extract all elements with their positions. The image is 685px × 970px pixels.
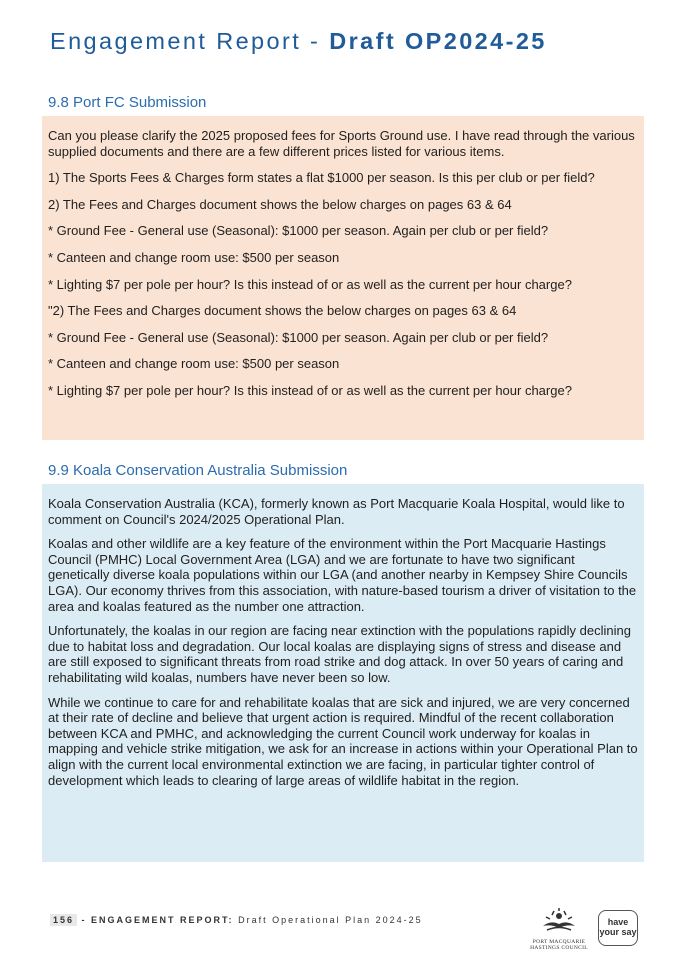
paragraph: Koalas and other wildlife are a key feature of the environment within the Port Macquarie Hastings Council (PMHC) Local Government Area (LGA) and we are fortunate to have two significant genetically diverse koala populations within our LGA (and another nearby in Kempsey Shire Councils LGA). Our economy thrives from this association, with nature-based tourism a driver of visitation to the area and koalas featured as the number one attraction.	[48, 536, 637, 614]
badge-line2: your say	[599, 927, 637, 937]
page-number: 156	[50, 914, 77, 926]
council-logo-icon	[539, 908, 579, 934]
paragraph: While we continue to care for and rehabilitate koalas that are sick and injured, we are very concerned at their rate of decline and believe that urgent action is required. Mindful of the recent collaboration between KCA and PMHC, and acknowledging the current Council work underway for koalas in mapping and vehicle strike mitigation, we ask for an increase in actions within your Operational Plan to align with the current local environmental extinction we are facing, in particular tighter control of development which leads to clearing of large areas of wildlife habitat in the region.	[48, 694, 638, 788]
submission-box-koala	[42, 484, 644, 862]
paragraph: Koala Conservation Australia (KCA), formerly known as Port Macquarie Koala Hospital, would like to comment on Council's 2024/2025 Operational Plan.	[48, 496, 625, 527]
section-heading-port-fc: 9.8 Port FC Submission	[48, 94, 207, 111]
paragraph: 1) The Sports Fees & Charges form states a flat $1000 per season. Is this per club or per field?	[48, 170, 595, 186]
paragraph: * Lighting $7 per pole per hour? Is this instead of or as well as the current per hour charge?	[48, 276, 572, 292]
page-title	[50, 28, 547, 55]
badge-line1: have	[607, 917, 629, 927]
section-heading-koala: 9.9 Koala Conservation Australia Submission	[48, 462, 348, 479]
footer-label-caps: - ENGAGEMENT REPORT:	[81, 915, 234, 925]
page-footer	[50, 915, 423, 925]
paragraph: "2) The Fees and Charges document shows the below charges on pages 63 & 64	[48, 303, 517, 319]
paragraph: * Canteen and change room use: $500 per season	[48, 249, 340, 265]
paragraph: Can you please clarify the 2025 proposed fees for Sports Ground use. I have read through the various supplied documents and there are a few different prices listed for various items.	[48, 128, 635, 159]
council-logo	[530, 908, 588, 951]
paragraph: * Canteen and change room use: $500 per season	[48, 356, 340, 372]
page-title-bold: Draft OP2024-25	[329, 28, 547, 54]
submission-box-port-fc	[42, 116, 644, 440]
have-your-say-badge	[598, 910, 638, 946]
paragraph: * Ground Fee - General use (Seasonal): $1000 per season. Again per club or per field?	[48, 329, 549, 345]
logo-text-line1: PORT MACQUARIE	[532, 939, 586, 945]
page-title-prefix: Engagement Report -	[50, 28, 330, 54]
paragraph: 2) The Fees and Charges document shows the below charges on pages 63 & 64	[48, 196, 512, 212]
paragraph: Unfortunately, the koalas in our region are facing near extinction with the populations rapidly declining due to habitat loss and degradation. Our local koalas are displaying signs of stress and disease and are still exposed to significant threats from road strike and dog attack. In over 50 years of caring and rehabilitating wild koalas, numbers have never been so low.	[48, 623, 631, 685]
logo-text-line2: HASTINGS COUNCIL	[530, 945, 588, 951]
paragraph: * Lighting $7 per pole per hour? Is this instead of or as well as the current per hour charge?	[48, 382, 572, 398]
footer-label: Draft Operational Plan 2024-25	[238, 915, 423, 925]
paragraph: * Ground Fee - General use (Seasonal): $1000 per season. Again per club or per field?	[48, 223, 549, 239]
